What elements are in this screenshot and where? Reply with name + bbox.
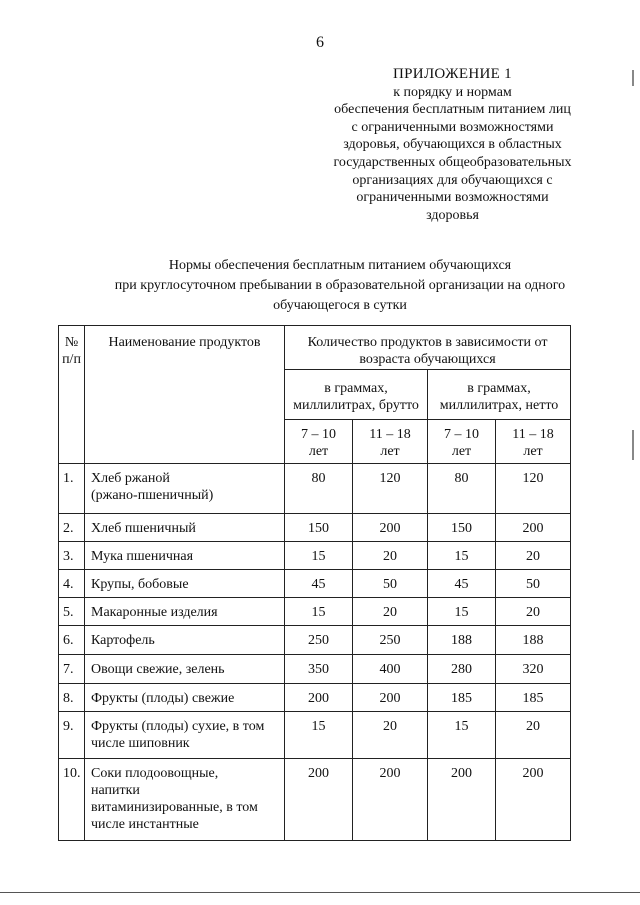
- value-gross-11-18: 20: [353, 712, 428, 759]
- table-row: [59, 759, 571, 841]
- value-net-11-18: 200: [496, 514, 571, 542]
- value-gross-7-10: 350: [285, 655, 353, 684]
- appendix-line: к порядку и нормам: [393, 84, 512, 100]
- table-row: [59, 514, 571, 542]
- value-gross-11-18: 120: [353, 464, 428, 514]
- value-gross-7-10: 15: [285, 712, 353, 759]
- appendix-block: [300, 66, 605, 224]
- value-net-7-10: 200: [428, 759, 496, 841]
- row-number: 7.: [59, 655, 85, 684]
- value-gross-7-10: 150: [285, 514, 353, 542]
- value-gross-11-18: 250: [353, 626, 428, 655]
- product-name: Соки плодоовощные, напитки витаминизированные, в том числе инстантные: [85, 759, 285, 841]
- document-title: [60, 256, 620, 316]
- value-gross-11-18: 20: [353, 598, 428, 626]
- product-name: Овощи свежие, зелень: [85, 655, 285, 684]
- value-net-7-10: 15: [428, 542, 496, 570]
- header-quantity: Количество продуктов в зависимости от возраста обучающихся: [285, 326, 571, 370]
- value-net-11-18: 20: [496, 542, 571, 570]
- value-net-11-18: 120: [496, 464, 571, 514]
- table-row: [59, 542, 571, 570]
- value-gross-11-18: 200: [353, 759, 428, 841]
- appendix-line: ограниченными возможностями: [356, 190, 549, 206]
- value-gross-11-18: 50: [353, 570, 428, 598]
- appendix-heading: ПРИЛОЖЕНИЕ 1: [393, 66, 512, 82]
- value-gross-7-10: 80: [285, 464, 353, 514]
- value-net-11-18: 50: [496, 570, 571, 598]
- title-line: обучающегося в сутки: [273, 298, 407, 313]
- product-name: Макаронные изделия: [85, 598, 285, 626]
- appendix-line: с ограниченными возможностями: [351, 119, 554, 135]
- value-net-7-10: 45: [428, 570, 496, 598]
- header-number: № п/п: [59, 326, 85, 464]
- value-net-11-18: 188: [496, 626, 571, 655]
- value-net-11-18: 200: [496, 759, 571, 841]
- product-name: Картофель: [85, 626, 285, 655]
- product-name: Фрукты (плоды) свежие: [85, 684, 285, 712]
- value-net-7-10: 150: [428, 514, 496, 542]
- header-age-7-10: 7 – 10 лет: [428, 420, 496, 464]
- value-net-11-18: 20: [496, 712, 571, 759]
- value-gross-7-10: 15: [285, 598, 353, 626]
- value-gross-11-18: 400: [353, 655, 428, 684]
- table-row: [59, 570, 571, 598]
- row-number: 6.: [59, 626, 85, 655]
- scan-bottom-edge: [0, 892, 640, 893]
- table-row: [59, 598, 571, 626]
- row-number: 2.: [59, 514, 85, 542]
- value-net-11-18: 20: [496, 598, 571, 626]
- header-gross: в граммах, миллилитрах, брутто: [285, 370, 428, 420]
- title-line: при круглосуточном пребывании в образовательной организации на одного: [114, 278, 566, 293]
- product-name: Хлеб пшеничный: [85, 514, 285, 542]
- value-gross-7-10: 45: [285, 570, 353, 598]
- table-row: [59, 684, 571, 712]
- row-number: 3.: [59, 542, 85, 570]
- row-number: 9.: [59, 712, 85, 759]
- value-net-7-10: 15: [428, 712, 496, 759]
- value-gross-11-18: 20: [353, 542, 428, 570]
- header-age-11-18: 11 – 18 лет: [496, 420, 571, 464]
- row-number: 8.: [59, 684, 85, 712]
- product-name: Крупы, бобовые: [85, 570, 285, 598]
- food-norms-table: [58, 325, 571, 841]
- product-name: Фрукты (плоды) сухие, в том числе шиповник: [85, 712, 285, 759]
- value-gross-7-10: 200: [285, 684, 353, 712]
- page-number: 6: [316, 34, 324, 51]
- appendix-line: здоровья, обучающихся в областных: [343, 137, 562, 153]
- table-row: [59, 464, 571, 514]
- value-net-7-10: 188: [428, 626, 496, 655]
- appendix-line: обеспечения бесплатным питанием лиц: [334, 102, 571, 118]
- header-age-7-10: 7 – 10 лет: [285, 420, 353, 464]
- value-gross-7-10: 15: [285, 542, 353, 570]
- value-net-11-18: 185: [496, 684, 571, 712]
- value-gross-11-18: 200: [353, 514, 428, 542]
- row-number: 1.: [59, 464, 85, 514]
- value-gross-7-10: 200: [285, 759, 353, 841]
- product-name: Хлеб ржаной (ржано-пшеничный): [85, 464, 285, 514]
- table-row: [59, 626, 571, 655]
- value-gross-11-18: 200: [353, 684, 428, 712]
- scan-edge-mark: [632, 430, 634, 460]
- value-net-11-18: 320: [496, 655, 571, 684]
- product-name: Мука пшеничная: [85, 542, 285, 570]
- header-age-11-18: 11 – 18 лет: [353, 420, 428, 464]
- value-net-7-10: 15: [428, 598, 496, 626]
- row-number: 10.: [59, 759, 85, 841]
- value-net-7-10: 280: [428, 655, 496, 684]
- title-line: Нормы обеспечения бесплатным питанием обучающихся: [168, 258, 512, 273]
- row-number: 4.: [59, 570, 85, 598]
- appendix-line: здоровья: [426, 207, 479, 223]
- value-net-7-10: 185: [428, 684, 496, 712]
- table-row: [59, 655, 571, 684]
- appendix-line: государственных общеобразовательных: [333, 154, 572, 170]
- value-gross-7-10: 250: [285, 626, 353, 655]
- row-number: 5.: [59, 598, 85, 626]
- value-net-7-10: 80: [428, 464, 496, 514]
- table-row: [59, 712, 571, 759]
- header-net: в граммах, миллилитрах, нетто: [428, 370, 571, 420]
- appendix-line: организациях для обучающихся с: [352, 172, 553, 188]
- header-product-name: Наименование продуктов: [85, 326, 285, 464]
- scan-edge-mark: [632, 70, 634, 86]
